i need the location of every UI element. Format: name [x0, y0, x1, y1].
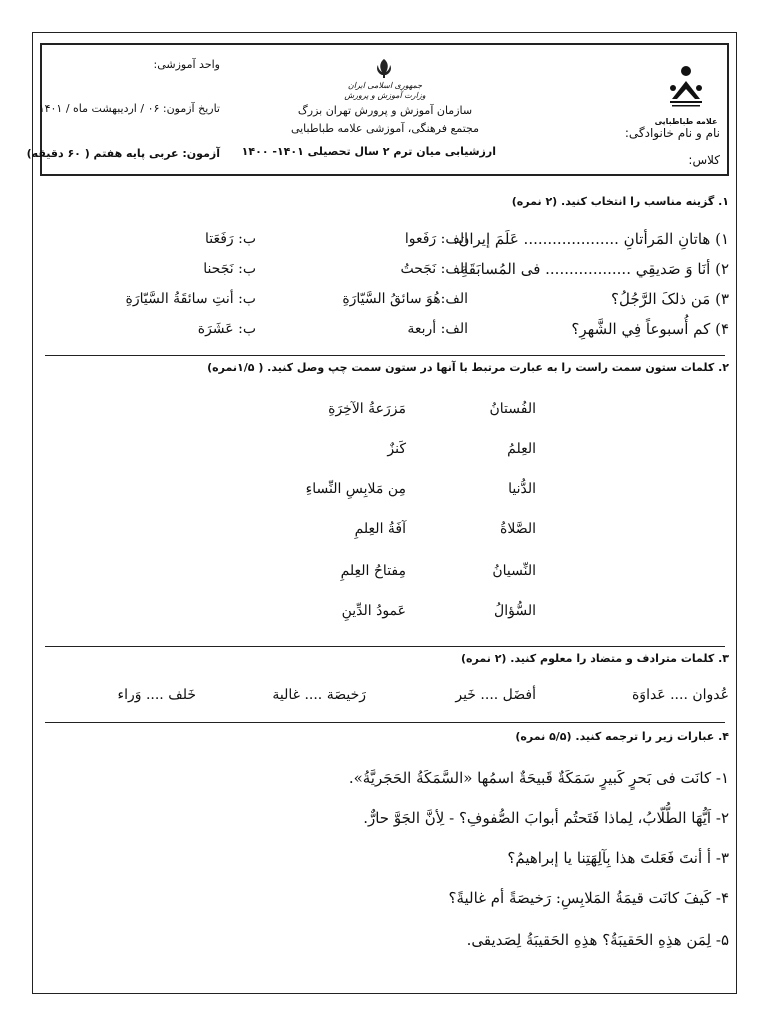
- q2-right-item: الفُستانُ: [489, 401, 536, 417]
- exam-date: تاریخ آزمون: ۰۶ / اردیبهشت ماه / ۱۴۰۱: [38, 102, 220, 115]
- emblem-line-2: وزارت آموزش و پرورش: [344, 91, 426, 100]
- section-divider: [45, 646, 725, 647]
- q1-stem: ۳) مَن ذلکَ الرَّجُلُ؟: [611, 290, 729, 308]
- q1-option-b: ب: أنتِ سائقَةُ السَّیّارَةِ: [125, 291, 256, 307]
- q3-pair: عُدوان .... عَداوَة: [631, 687, 729, 703]
- q4-sentence: ۴- کَیفَ کانَت قیمَةُ المَلابِسِ: رَخیصَةً أم غالیةً؟: [448, 889, 729, 907]
- q2-right-item: الدُّنیا: [508, 481, 536, 497]
- q4-sentence: ۲- اَیُّهَا الطُّلّابُ، لِماذا فَتَحتُم أبوابَ الصُّفوفِ؟ - لِأنَّ الجَوَّ حارٌّ.: [363, 809, 729, 827]
- q2-right-item: السُّؤالُ: [494, 603, 536, 619]
- exam-header: [26, 43, 729, 176]
- student-name-label: نام و نام خانوادگی:: [624, 126, 720, 140]
- q3-title: ۳. کلمات مترادف و متضاد را معلوم کنید. (۲ نمره): [461, 652, 729, 665]
- q1-option-a: الف: أربعة: [407, 321, 468, 337]
- section-divider: [45, 355, 725, 356]
- org-line-2: مجتمع فرهنگی، آموزشی علامه طباطبایی: [290, 122, 480, 135]
- q2-left-item: کَنزٌ: [387, 441, 406, 457]
- q1-stem: ۲) أنَا وَ صَدیقِي .................. فی المُسابَقَةِ.: [456, 260, 729, 278]
- org-line-1: سازمان آموزش و پرورش تهران بزرگ: [297, 104, 473, 117]
- q1-option-a: الف: رَفَعوا: [404, 231, 468, 247]
- q1-stem: ۴) کم أُسبوعاً فِي الشَّهرِ؟: [571, 320, 729, 338]
- q3-pair: أفضَل .... خَیر: [455, 687, 536, 703]
- class-label: کلاس:: [688, 153, 720, 167]
- q2-left-item: مِفتاحُ العِلمِ: [340, 563, 406, 579]
- assessment-title: ارزشیابی میان ترم ۲ سال تحصیلی ۱۴۰۱- ۱۴۰۰: [241, 145, 496, 158]
- q2-right-item: العِلمُ: [507, 441, 536, 457]
- q2-left-item: عَمودُ الدِّینِ: [341, 603, 406, 619]
- q3-pair: خَلف .... وَراء: [117, 687, 196, 703]
- q1-option-a: الف:هُوَ سائقُ السَّیّارَةِ: [342, 291, 468, 307]
- exam-subject: آزمون: عربی پایه هفتم ( ۶۰ دقیقه): [26, 147, 220, 160]
- q1-option-b: ب: نَجَحنا: [203, 261, 256, 277]
- q1-title: ۱. گزینه مناسب را انتخاب کنید. (۲ نمره): [511, 195, 729, 208]
- q2-title: ۲. کلمات ستون سمت راست را به عبارت مرتبط با آنها در ستون سمت چپ وصل کنید. ( ۱/۵نمره): [207, 361, 729, 374]
- q2-left-item: مَزرَعةُ الآخِرَةِ: [328, 401, 406, 417]
- iran-emblem-icon: [372, 57, 396, 79]
- q4-sentence: ۱- کانَت فی بَحرٍ کَبیرٍ سَمَکَةٌ قَبیحَةٌ اسمُها «السَّمَکَةُ الحَجَریَّةُ».: [348, 769, 729, 787]
- q4-sentence: ۵- لِمَن هذِهِ الحَقیبَةُ؟ هذِهِ الحَقیبَةُ لِصَدیقی.: [466, 931, 729, 949]
- q2-left-item: آفَةُ العِلمِ: [354, 521, 406, 537]
- q2-left-item: مِن مَلابِسِ النِّساءِ: [305, 481, 406, 497]
- q4-title: ۴. عبارات زیر را ترجمه کنید. (۵/۵ نمره): [515, 730, 729, 743]
- emblem-line-1: جمهوری اسلامی ایران: [347, 81, 423, 90]
- section-divider: [45, 722, 725, 723]
- q1-stem: ۱) هاتانِ المَرأتانِ .................... عَلَمَ إیران.: [453, 230, 729, 248]
- q1-option-a: الف: نَجَحتُ: [400, 261, 468, 277]
- exam-page: [26, 32, 737, 994]
- unit-label: واحد آموزشی:: [153, 58, 220, 71]
- q1-option-b: ب: رَفَعَتا: [204, 231, 256, 247]
- q2-right-item: النِّسیانُ: [492, 563, 536, 579]
- q4-sentence: ۳- أ أنتَ فَعَلتَ هذا بِآلِهَتِنا یا إبراهیمُ؟: [507, 849, 729, 867]
- q2-right-item: الصَّلاةُ: [500, 521, 536, 537]
- logo-text: علامه طباطبایی: [654, 117, 718, 126]
- school-logo-icon: [664, 63, 708, 115]
- q3-pair: رَخیصَة .... غالیة: [272, 687, 366, 703]
- q1-option-b: ب: عَشَرَة: [197, 321, 256, 337]
